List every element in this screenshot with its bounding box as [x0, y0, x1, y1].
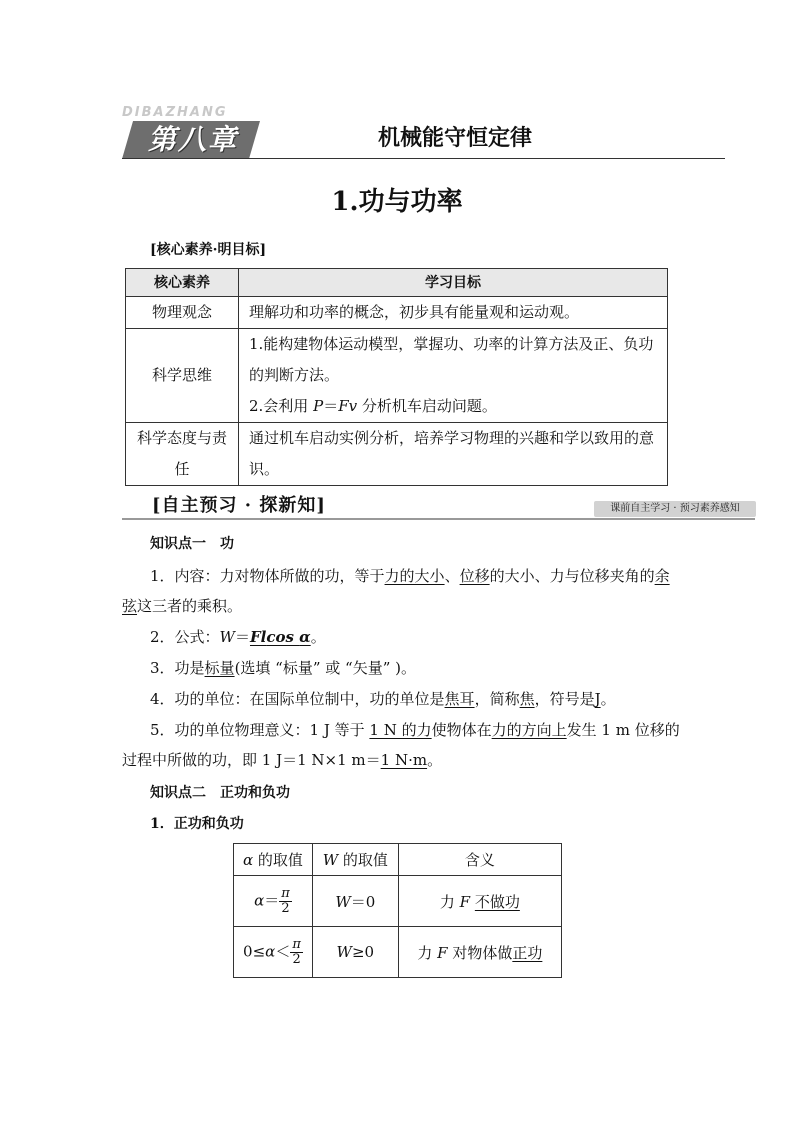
table-row — [126, 423, 668, 486]
fraction: $\frac{\pi}{2}$ — [281, 885, 290, 916]
goal-line — [249, 391, 657, 422]
work-sign-table — [233, 843, 562, 978]
fraction: $\frac{\pi}{2}$ — [292, 936, 301, 967]
formula-op: ＝ — [323, 397, 339, 415]
formula-var: P — [313, 397, 324, 415]
column-header: 学习目标 — [239, 269, 668, 297]
answer-blank: 1 N·m — [380, 751, 428, 769]
header-divider — [122, 158, 725, 159]
knowledge-point-heading: 知识点二 正功和负功 — [150, 785, 290, 801]
chapter-label: 第八章 — [148, 123, 239, 156]
goal-cell: 理解功和功率的概念，初步具有能量观和运动观。 — [239, 297, 668, 329]
answer-blank: 力的方向上 — [491, 721, 567, 739]
answer-blank: 1 N 的力 — [369, 721, 432, 739]
goal-text: 2.会利用 — [249, 397, 314, 415]
answer-blank: 不做功 — [474, 892, 520, 911]
answer-blank: 焦 — [519, 690, 535, 708]
column-header: W 的取值 — [312, 844, 398, 876]
knowledge-point-heading: 知识点一 功 — [150, 536, 234, 552]
alpha-cell: α＝ $\frac{\pi}{2}$ — [234, 876, 313, 927]
chapter-badge — [122, 121, 260, 159]
competency-table — [125, 268, 668, 486]
table-header-row — [126, 269, 668, 297]
chapter-pinyin: DIBAZHANG — [122, 105, 228, 120]
paragraph: 3．功是标量(选填 “标量” 或 “矢量” )。 — [150, 659, 417, 677]
goal-line: 1.能构建物体运动模型，掌握功、功率的计算方法及正、负功的判断方法。 — [249, 335, 654, 384]
answer-blank: 标量 — [204, 659, 235, 677]
paragraph: 2．公式：W＝Flcos α。 — [150, 628, 326, 646]
answer-blank: J — [594, 690, 601, 708]
formula-var: Fv — [338, 397, 358, 415]
paragraph: 1．内容：力对物体所做的功，等于力的大小、位移的大小、力与位移夹角的余弦这三者的乘积。 — [122, 567, 670, 615]
meaning-cell: 力 F 不做功 — [398, 876, 561, 927]
column-header: 核心素养 — [126, 269, 239, 297]
goal-cell: 通过机车启动实例分析，培养学习物理的兴趣和学以致用的意识。 — [239, 423, 668, 486]
w-cell: W≥0 — [312, 927, 398, 978]
paragraph: 4．功的单位：在国际单位制中，功的单位是焦耳，简称焦，符号是J。 — [150, 690, 616, 708]
section-title: 1.功与功率 — [331, 187, 463, 217]
column-header: α 的取值 — [234, 844, 313, 876]
paragraph: 5．功的单位物理意义：1 J 等于 1 N 的力使物体在力的方向上发生 1 m 位移的过程中所做的功，即 1 J＝1 N×1 m＝1 N·m。 — [122, 721, 680, 769]
goal-text: 分析机车启动问题。 — [357, 397, 497, 415]
sub-heading: 1．正功和负功 — [150, 816, 244, 832]
table-row — [126, 329, 668, 423]
answer-blank: Flcos α — [249, 628, 311, 646]
banner-divider — [122, 518, 755, 520]
answer-blank: 位移 — [459, 567, 490, 585]
preview-banner-tag: 课前自主学习 · 预习素养感知 — [594, 501, 756, 517]
w-cell: W＝0 — [312, 876, 398, 927]
answer-blank: 正功 — [512, 943, 543, 962]
chapter-title: 机械能守恒定律 — [378, 125, 533, 151]
table-row — [234, 876, 562, 927]
category-cell: 物理观念 — [126, 297, 239, 329]
answer-blank: 焦耳 — [444, 690, 475, 708]
table-row — [234, 927, 562, 978]
category-cell: 科学思维 — [126, 329, 239, 423]
table-row — [126, 297, 668, 329]
table-header-row — [234, 844, 562, 876]
competency-label: [核心素养·明目标] — [150, 242, 267, 258]
preview-banner-title: [自主预习 · 探新知] — [152, 495, 326, 516]
column-header: 含义 — [398, 844, 561, 876]
answer-blank: 力的大小 — [384, 567, 445, 585]
goal-cell — [239, 329, 668, 423]
meaning-cell: 力 F 对物体做正功 — [398, 927, 561, 978]
alpha-cell: 0≤α＜ $\frac{\pi}{2}$ — [234, 927, 313, 978]
answer-blank: 余弦 — [122, 567, 670, 615]
category-cell: 科学态度与责任 — [126, 423, 239, 486]
